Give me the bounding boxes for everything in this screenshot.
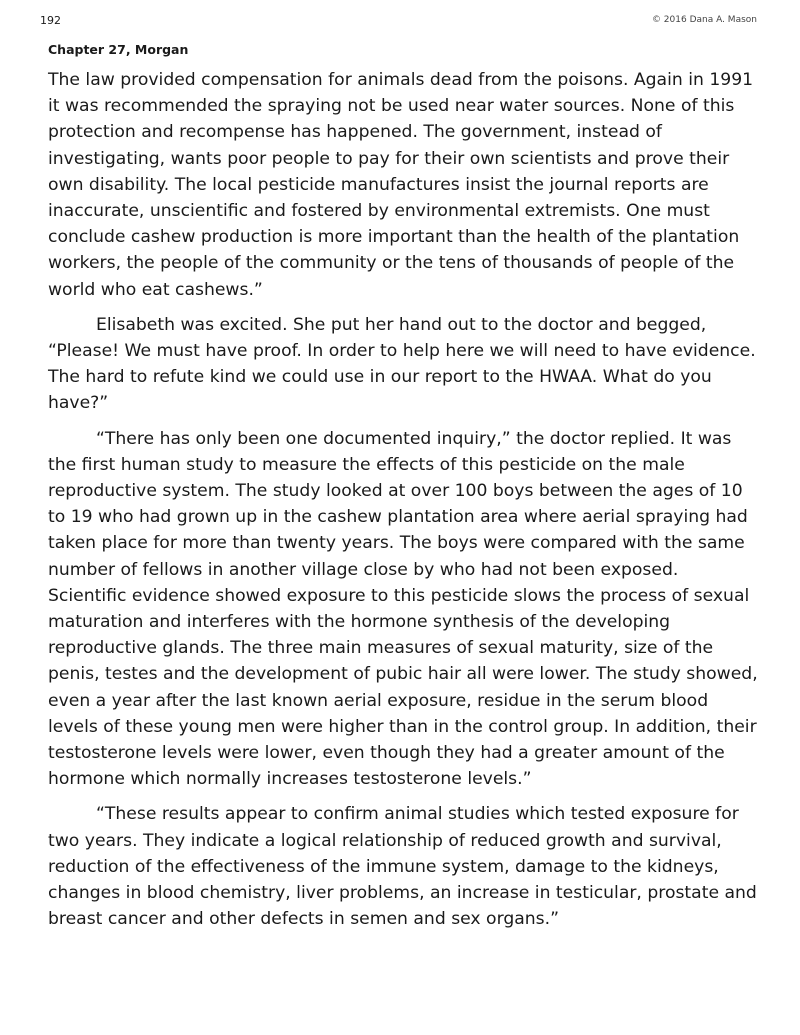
paragraph-2: Elisabeth was excited. She put her hand out to the doctor and begged, “Please! We must have proof. In order to help here we will need to have evidence. The hard to refute kind we could use in our report to the HWAA. What do you have?” <box>48 314 756 414</box>
paragraph-4: “These results appear to confirm animal studies which tested exposure for two years. They indicate a logical relationship of reduced growth and survival, reduction of the effectiveness of the immune system, damage to the kidneys, changes in blood chemistry, liver problems, an increase in testicular, prostate and breast cancer and other defects in semen and sex organs.” <box>48 804 757 930</box>
chapter-header: Chapter 27, Morgan <box>48 42 189 57</box>
body-text <box>48 67 760 942</box>
copyright-notice: © 2016 Dana A. Mason <box>651 15 757 25</box>
page-number: 192 <box>40 14 61 27</box>
paragraph-1: The law provided compensation for animals dead from the poisons. Again in 1991 it was recommended the spraying not be used near water sources. None of this protection and recompense has happened. The government, instead of investigating, wants poor people to pay for their own scientists and prove their own disability. The local pesticide manufactures insist the journal reports are inaccurate, unscientific and fostered by environmental extremists. One must conclude cashew production is more important than the health of the plantation workers, the people of the community or the tens of thousands of people of the world who eat cashews.” <box>48 70 754 300</box>
paragraph-3: “There has only been one documented inquiry,” the doctor replied. It was the first human study to measure the effects of this pesticide on the male reproductive system. The study looked at over 100 boys between the ages of 10 to 19 who had grown up in the cashew plantation area where aerial spraying had taken place for more than twenty years. The boys were compared with the same number of fellows in another village close by who had not been exposed. Scientific evidence showed exposure to this pesticide slows the process of sexual maturation and interferes with the hormone synthesis of the developing reproductive glands. The three main measures of sexual maturity, size of the penis, testes and the development of pubic hair all were lower. The study showed, even a year after the last known aerial exposure, residue in the serum blood levels of these young men were higher than in the control group. In addition, their testosterone levels were lower, even though they had a greater amount of the hormone which normally increases testosterone levels.” <box>48 428 758 790</box>
